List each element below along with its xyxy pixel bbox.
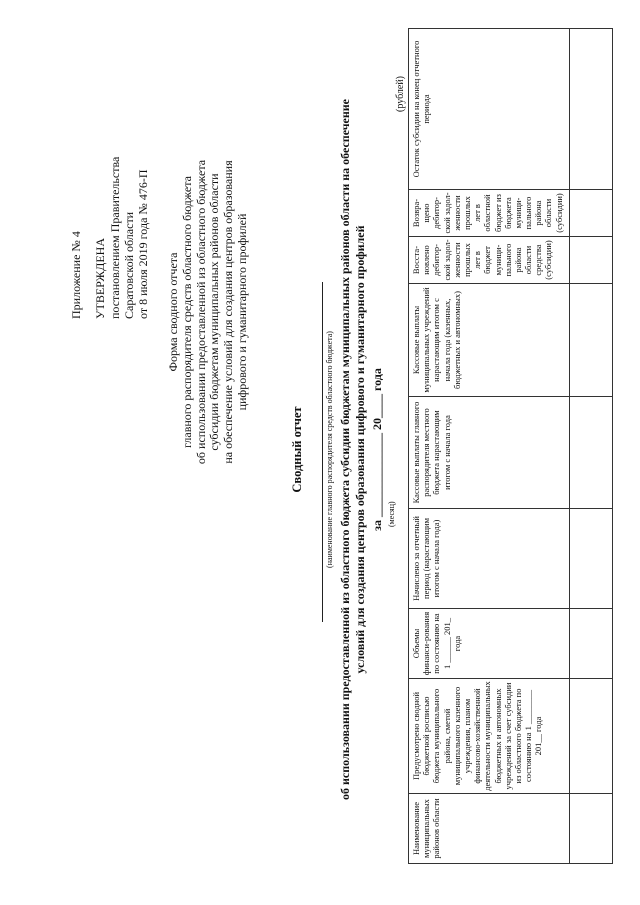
header-planned: Предусмотрено сводной бюджетной росписью бюджета муниципального района, сметой муниципального казенного учреждения, планом финансово-хозяйственной деятельности муниципальных бюджетных и автономных учреждений за счет субсидии из областного бюджета по состоянию на 1 ________ 201__ года <box>409 679 570 794</box>
table-cell <box>570 237 613 284</box>
form-line: об использовании предоставленной из областного бюджета <box>193 159 208 465</box>
header-financing: Объемы финанси-рования по состоянию на 1 ______ 201_ года <box>409 609 570 679</box>
table-cell <box>570 509 613 609</box>
header-payments-institutions: Кассовые выплаты муниципальных учреждений нарастающим итогом с начала года (казенных, бюджетных и автономных) <box>409 284 570 397</box>
appendix-number: Приложение № 4 <box>69 231 83 319</box>
form-line: субсидии бюджетам муниципальных районов области <box>207 173 222 451</box>
recipient-fill-line <box>322 282 323 622</box>
month-caption: (месяц) <box>387 501 396 527</box>
header-district: Наименование муниципальных районов области <box>409 794 570 864</box>
table-cell <box>570 609 613 679</box>
table-cell <box>570 284 613 397</box>
approval-decree <box>109 157 150 319</box>
report-heading <box>338 27 368 872</box>
header-payments-distributor: Кассовые выплаты главного распорядителя местного бюджета нарастающим итогом с начала года <box>409 397 570 509</box>
heading-line: условий для создания центров образования цифрового и гуманитарного профилей <box>353 225 367 674</box>
table-header-row <box>409 29 570 864</box>
table-cell <box>570 29 613 190</box>
table-cell <box>570 397 613 509</box>
header-balance: Остаток субсидии на конец отчетного периода <box>409 29 570 190</box>
form-description <box>167 147 250 477</box>
table-row <box>570 29 613 864</box>
report-period: за ______________ 20____ года <box>370 368 384 531</box>
table-cell <box>570 190 613 237</box>
form-line: цифрового и гуманитарного профилей <box>234 213 249 411</box>
form-line: Форма сводного отчета <box>166 252 180 372</box>
header-accrued: Начислено за отчетный период (нарастающим итогом с начала года) <box>409 509 570 609</box>
approval-line: от 8 июля 2019 года № 476-П <box>135 169 150 319</box>
approval-line: постановлением Правительства <box>108 156 122 319</box>
table-cell <box>570 679 613 794</box>
recipient-caption: (наименование главного распорядителя средств областного бюджета) <box>325 331 334 568</box>
form-line: на обеспечение условий для создания центров образования <box>221 160 236 464</box>
currency-unit: (рублей) <box>395 75 406 112</box>
approved-label: УТВЕРЖДЕНА <box>93 237 107 319</box>
report-table <box>408 28 613 864</box>
document-page <box>22 27 622 872</box>
table-cell <box>570 794 613 864</box>
form-line: главного распорядителя средств областного бюджета <box>179 176 194 448</box>
heading-line: об использовании предоставленной из областного бюджета субсидии бюджетам муниципальных районов области на обеспечение <box>338 99 352 800</box>
header-restored-debt: Восста-новлено дебитор-ской задол-женности прошлых лет в бюджет муници-пального района области средства (субсидии) <box>409 237 570 284</box>
report-title: Сводный отчет <box>290 406 304 493</box>
header-returned-debt: Возвра-щено дебитор-ской задол-женности прошлых лет в областной бюджет из бюджета муници-пального района области (субсидии) <box>409 190 570 237</box>
approval-line: Саратовской области <box>121 211 136 319</box>
